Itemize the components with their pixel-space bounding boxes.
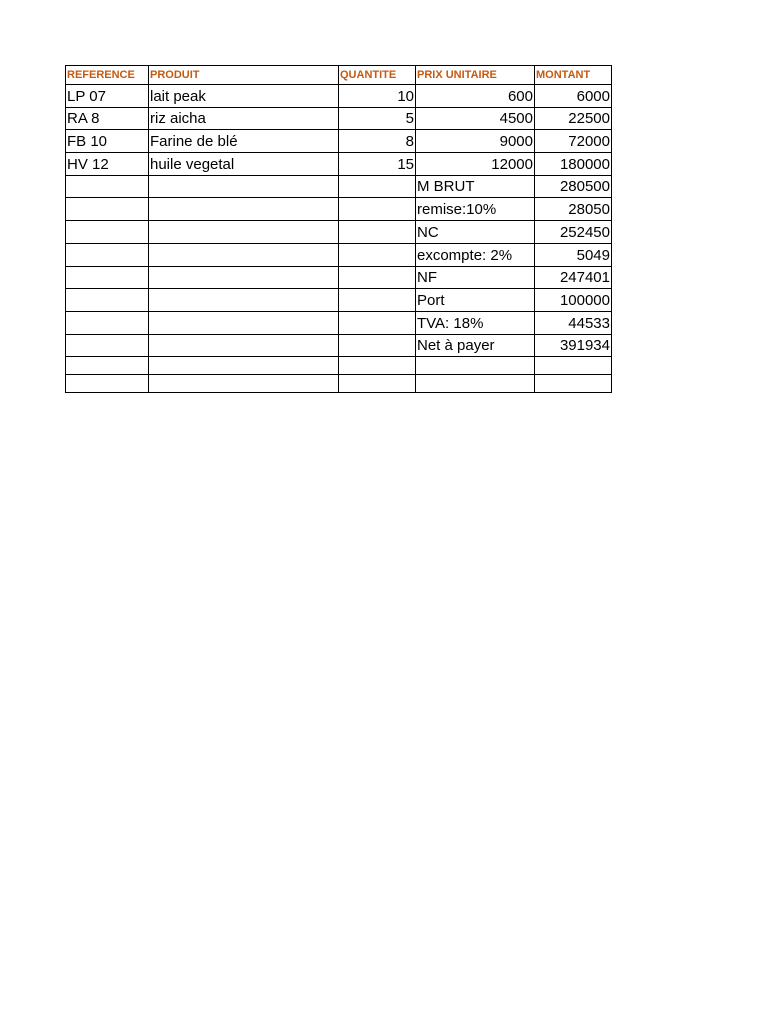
empty-cell[interactable] [339, 198, 416, 221]
item-row [66, 107, 612, 130]
cell-quantite[interactable]: 8 [339, 130, 416, 153]
empty-cell[interactable] [149, 198, 339, 221]
net-a-payer-label[interactable]: Net à payer [416, 334, 535, 357]
summary-value[interactable]: 28050 [535, 198, 612, 221]
empty-cell[interactable] [535, 375, 612, 393]
empty-cell[interactable] [66, 357, 149, 375]
empty-cell[interactable] [339, 243, 416, 266]
cell-montant[interactable]: 6000 [535, 85, 612, 108]
empty-cell[interactable] [66, 311, 149, 334]
summary-row [66, 175, 612, 198]
empty-cell[interactable] [416, 375, 535, 393]
empty-cell[interactable] [149, 334, 339, 357]
empty-cell[interactable] [149, 221, 339, 244]
summary-row [66, 198, 612, 221]
empty-cell[interactable] [66, 198, 149, 221]
empty-cell[interactable] [339, 375, 416, 393]
header-produit[interactable]: PRODUIT [149, 66, 339, 85]
empty-cell[interactable] [416, 357, 535, 375]
header-quantite[interactable]: QUANTITE [339, 66, 416, 85]
empty-cell[interactable] [339, 311, 416, 334]
cell-reference[interactable]: RA 8 [66, 107, 149, 130]
empty-cell[interactable] [339, 357, 416, 375]
summary-value[interactable]: 280500 [535, 175, 612, 198]
empty-cell[interactable] [339, 175, 416, 198]
summary-value[interactable]: 247401 [535, 266, 612, 289]
empty-cell[interactable] [66, 375, 149, 393]
empty-cell[interactable] [149, 266, 339, 289]
cell-montant[interactable]: 22500 [535, 107, 612, 130]
empty-cell[interactable] [339, 334, 416, 357]
cell-prix-unitaire[interactable]: 12000 [416, 153, 535, 176]
header-reference[interactable]: REFERENCE [66, 66, 149, 85]
summary-row [66, 311, 612, 334]
cell-prix-unitaire[interactable]: 4500 [416, 107, 535, 130]
empty-cell[interactable] [149, 357, 339, 375]
cell-quantite[interactable]: 5 [339, 107, 416, 130]
empty-row [66, 375, 612, 393]
net-a-payer-value[interactable]: 391934 [535, 334, 612, 357]
invoice-table [65, 65, 612, 393]
cell-reference[interactable]: HV 12 [66, 153, 149, 176]
summary-row [66, 243, 612, 266]
summary-label[interactable]: excompte: 2% [416, 243, 535, 266]
summary-row [66, 221, 612, 244]
empty-row [66, 357, 612, 375]
cell-montant[interactable]: 72000 [535, 130, 612, 153]
cell-montant[interactable]: 180000 [535, 153, 612, 176]
empty-cell[interactable] [339, 266, 416, 289]
cell-quantite[interactable]: 10 [339, 85, 416, 108]
empty-cell[interactable] [339, 289, 416, 312]
summary-row-net [66, 334, 612, 357]
item-row [66, 130, 612, 153]
summary-value[interactable]: 5049 [535, 243, 612, 266]
cell-produit[interactable]: riz aicha [149, 107, 339, 130]
summary-label[interactable]: remise:10% [416, 198, 535, 221]
cell-produit[interactable]: Farine de blé [149, 130, 339, 153]
empty-cell[interactable] [66, 243, 149, 266]
cell-produit[interactable]: lait peak [149, 85, 339, 108]
summary-row [66, 289, 612, 312]
summary-label[interactable]: NC [416, 221, 535, 244]
item-row [66, 85, 612, 108]
summary-value[interactable]: 44533 [535, 311, 612, 334]
empty-cell[interactable] [535, 357, 612, 375]
cell-produit[interactable]: huile vegetal [149, 153, 339, 176]
summary-value[interactable]: 252450 [535, 221, 612, 244]
empty-cell[interactable] [339, 221, 416, 244]
cell-quantite[interactable]: 15 [339, 153, 416, 176]
empty-cell[interactable] [66, 266, 149, 289]
empty-cell[interactable] [149, 243, 339, 266]
empty-cell[interactable] [66, 334, 149, 357]
item-row [66, 153, 612, 176]
cell-reference[interactable]: LP 07 [66, 85, 149, 108]
cell-prix-unitaire[interactable]: 600 [416, 85, 535, 108]
empty-cell[interactable] [66, 221, 149, 244]
header-prix-unitaire[interactable]: PRIX UNITAIRE [416, 66, 535, 85]
header-row [66, 66, 612, 85]
cell-reference[interactable]: FB 10 [66, 130, 149, 153]
summary-label[interactable]: Port [416, 289, 535, 312]
empty-cell[interactable] [149, 175, 339, 198]
summary-label[interactable]: TVA: 18% [416, 311, 535, 334]
empty-cell[interactable] [149, 375, 339, 393]
summary-label[interactable]: M BRUT [416, 175, 535, 198]
header-montant[interactable]: MONTANT [535, 66, 612, 85]
summary-label[interactable]: NF [416, 266, 535, 289]
empty-cell[interactable] [149, 311, 339, 334]
summary-value[interactable]: 100000 [535, 289, 612, 312]
cell-prix-unitaire[interactable]: 9000 [416, 130, 535, 153]
summary-row [66, 266, 612, 289]
empty-cell[interactable] [66, 175, 149, 198]
empty-cell[interactable] [66, 289, 149, 312]
empty-cell[interactable] [149, 289, 339, 312]
